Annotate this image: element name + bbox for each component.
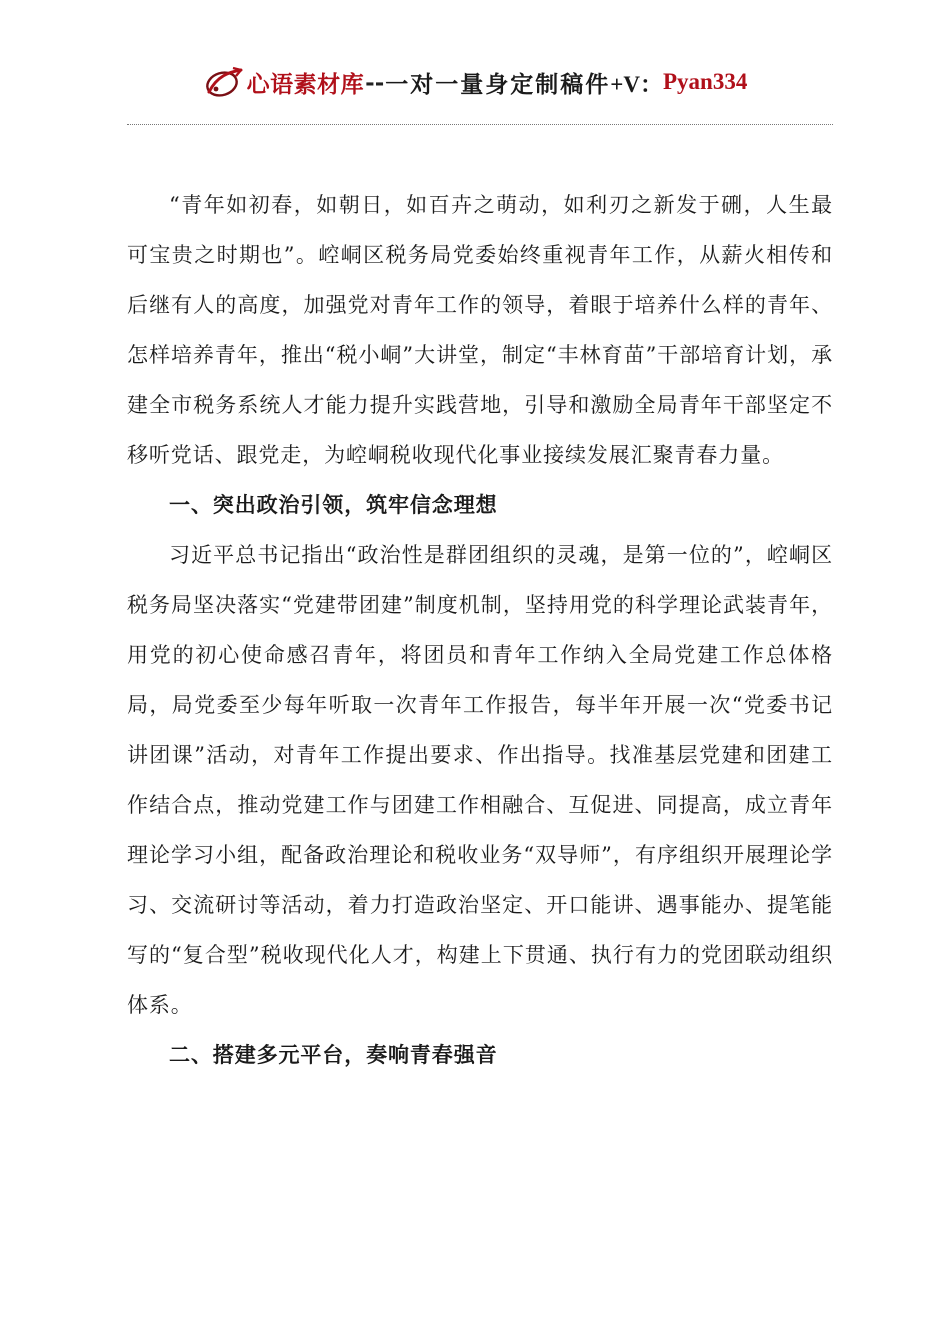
header-line xyxy=(203,60,748,104)
header-contact-id: Pyan334 xyxy=(662,69,748,94)
document-body xyxy=(127,180,833,1080)
header-separator: -- xyxy=(365,68,385,96)
page-header xyxy=(0,60,950,104)
header-brand: 心语素材库 xyxy=(246,70,365,98)
section-heading-2: 二、搭建多元平台，奏响青春强音 xyxy=(169,1043,498,1067)
brand-logo-icon xyxy=(203,62,245,102)
header-contact-label: +V： xyxy=(610,71,663,97)
header-divider xyxy=(127,124,833,125)
intro-paragraph: “青年如初春，如朝日，如百卉之萌动，如利刃之新发于硎，人生最可宝贵之时期也”。崆峒区税务局党委始终重视青年工作，从薪火相传和后继有人的高度，加强党对青年工作的领导，着眼于培养什么样的青年、怎样培养青年，推出“税小峒”大讲堂，制定“丰林育苗”干部培育计划，承建全市税务系统人才能力提升实践营地，引导和激励全局青年干部坚定不移听党话、跟党走，为崆峒税收现代化事业接续发展汇聚青春力量。 xyxy=(127,193,833,467)
section-heading-1: 一、突出政治引领，筑牢信念理想 xyxy=(169,493,498,517)
header-slogan: 一对一量身定制稿件 xyxy=(385,70,611,98)
section-1-paragraph: 习近平总书记指出“政治性是群团组织的灵魂，是第一位的”，崆峒区税务局坚决落实“党建带团建”制度机制，坚持用党的科学理论武装青年，用党的初心使命感召青年，将团员和青年工作纳入全局党建工作总体格局，局党委至少每年听取一次青年工作报告，每半年开展一次“党委书记讲团课”活动，对青年工作提出要求、作出指导。找准基层党建和团建工作结合点，推动党建工作与团建工作相融合、互促进、同提高，成立青年理论学习小组，配备政治理论和税收业务“双导师”，有序组织开展理论学习、交流研讨等活动，着力打造政治坚定、开口能讲、遇事能办、提笔能写的“复合型”税收现代化人才，构建上下贯通、执行有力的党团联动组织体系。 xyxy=(127,543,833,1017)
